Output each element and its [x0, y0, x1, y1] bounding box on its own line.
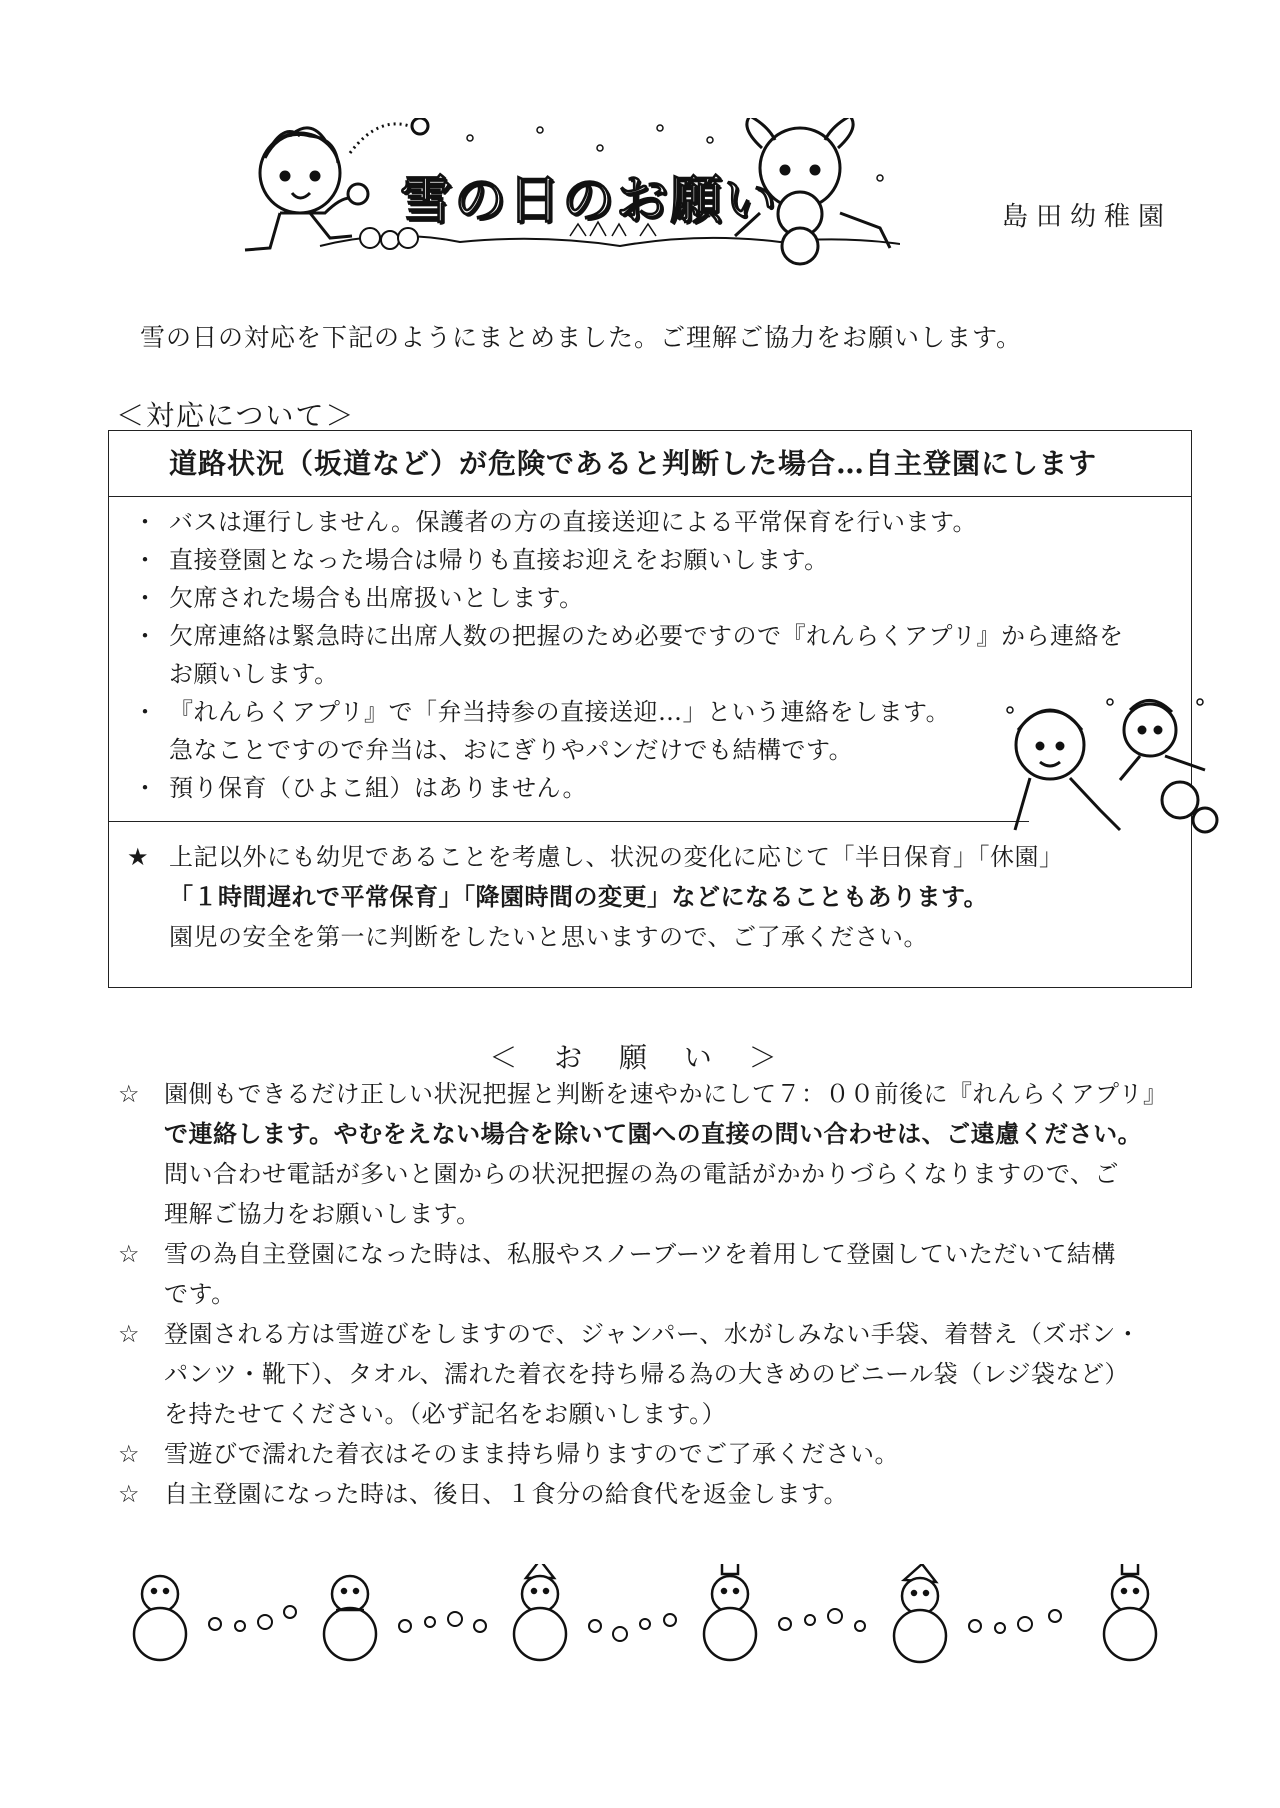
snowman-row-icon	[120, 1564, 1180, 1674]
children-playing-snow-icon	[1000, 690, 1222, 840]
organization-name: 島田幼稚園	[1002, 202, 1173, 232]
white-star-icon: ☆	[118, 1240, 141, 1268]
white-star-icon: ☆	[118, 1080, 141, 1108]
title-illustration	[240, 118, 900, 268]
bullet-icon: ・	[133, 584, 158, 612]
box-divider	[109, 821, 1029, 822]
list-item: ☆ 園側もできるだけ正しい状況把握と判断を速やかにして７：００前後に『れんらくアプリ』 で連絡します。やむをえない場合を除いて園への直接の問い合わせは、ご遠慮ください。 問い合わせ電話が多いと園からの状況把握の為の電話がかかりづらくなりますので、ご 理解ご協力をお願いします。	[118, 1074, 1198, 1234]
response-section-heading: ＜対応について＞	[116, 399, 356, 432]
list-item: ・ 欠席された場合も出席扱いとします。	[109, 579, 1189, 617]
intro-text: 雪の日の対応を下記のようにまとめました。ご理解ご協力をお願いします。	[140, 323, 1023, 352]
list-item: ・ バスは運行しません。保護者の方の直接送迎による平常保育を行います。	[109, 503, 1189, 541]
request-list	[118, 1074, 1198, 1514]
list-item: ・ 『れんらくアプリ』で「弁当持参の直接送迎…」という連絡をします。	[109, 693, 1189, 731]
list-item: ☆ 登園される方は雪遊びをしますので、ジャンパー、水がしみない手袋、着替え（ズボン・ パンツ・靴下）、タオル、濡れた着衣を持ち帰る為の大きめのビニール袋（レジ袋など） を持たせてください。（必ず記名をお願いします。）	[118, 1314, 1198, 1434]
list-item: ・ 欠席連絡は緊急時に出席人数の把握のため必要ですので『れんらくアプリ』から連絡を	[109, 617, 1189, 655]
snowman-row	[120, 1564, 1180, 1674]
bullet-icon: ・	[133, 698, 158, 726]
list-item: ・ 預り保育（ひよこ組）はありません。	[109, 769, 1189, 807]
page-title: 雪の日のお願い	[400, 171, 779, 231]
side-illustration	[1000, 690, 1222, 840]
list-item-continuation: 急なことですので弁当は、おにぎりやパンだけでも結構です。	[169, 736, 854, 764]
bullet-icon: ・	[133, 546, 158, 574]
list-item: ・ 直接登園となった場合は帰りも直接お迎えをお願いします。	[109, 541, 1189, 579]
bullet-icon: ・	[133, 508, 158, 536]
response-box-heading: 道路状況（坂道など）が危険であると判断した場合…自主登園にします	[109, 431, 1191, 497]
request-section-heading: ＜ お 願 い ＞	[489, 1041, 791, 1074]
black-star-icon: ★	[127, 843, 149, 871]
white-star-icon: ☆	[118, 1440, 141, 1468]
white-star-icon: ☆	[118, 1320, 141, 1348]
white-star-icon: ☆	[118, 1480, 141, 1508]
star-note: ★ 上記以外にも幼児であることを考慮し、状況の変化に応じて「半日保育」「休園」 「１時間遅れで平常保育」「降園時間の変更」などになることもあります。 園児の安全を第一に判断をしたいと思いますので、ご了承ください。	[109, 837, 1189, 957]
list-item-continuation: お願いします。	[169, 660, 339, 688]
list-item: ☆ 雪遊びで濡れた着衣はそのまま持ち帰りますのでご了承ください。	[118, 1434, 1198, 1474]
bullet-icon: ・	[133, 622, 158, 650]
bullet-icon: ・	[133, 774, 158, 802]
list-item: ☆ 雪の為自主登園になった時は、私服やスノーブーツを着用して登園していただいて結構 です。	[118, 1234, 1198, 1314]
list-item: ☆ 自主登園になった時は、後日、１食分の給食代を返金します。	[118, 1474, 1198, 1514]
